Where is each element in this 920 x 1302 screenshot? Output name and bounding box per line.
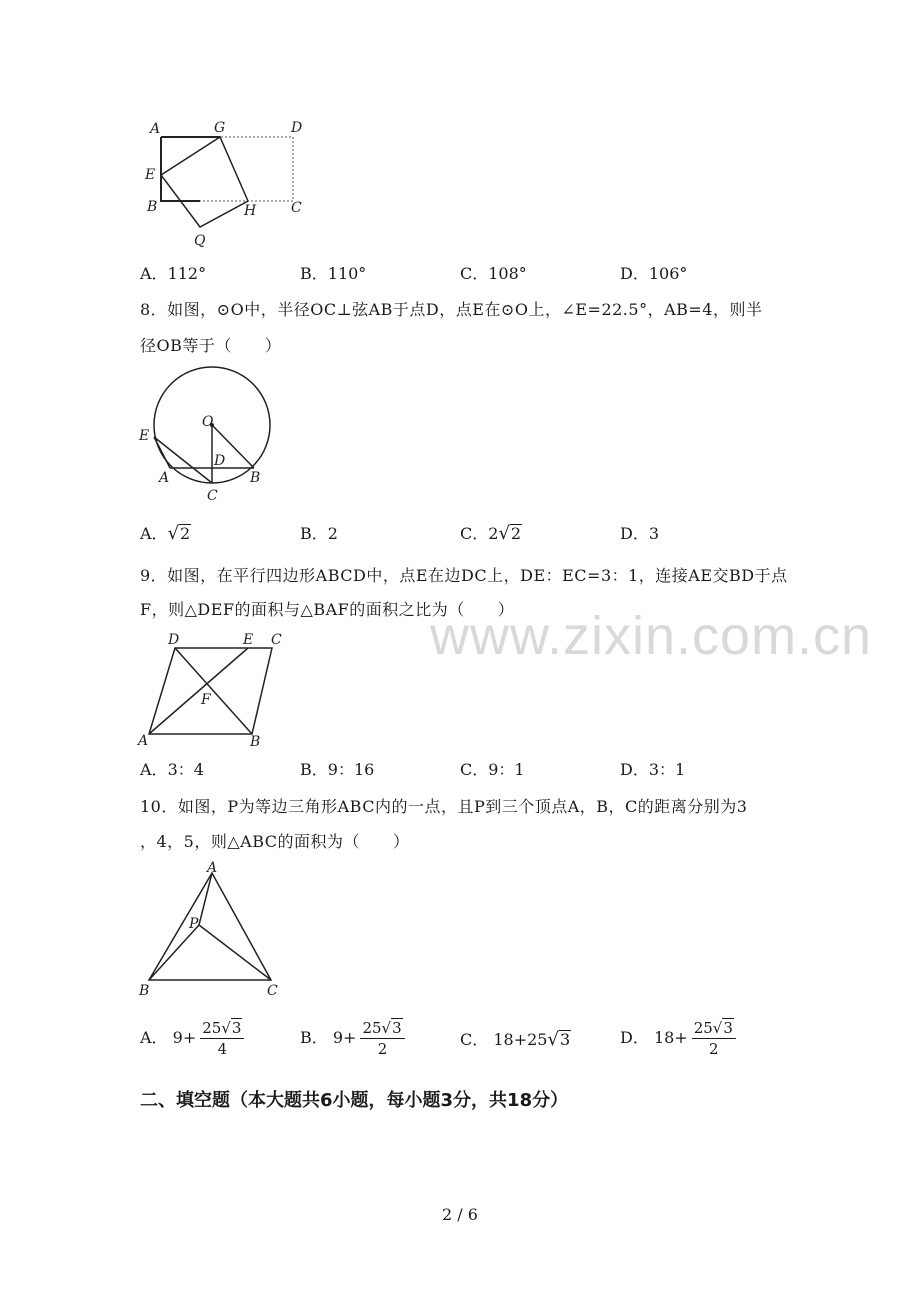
q10-option-a-den: 4 — [217, 1040, 228, 1058]
q8-option-b-text: 2 — [327, 524, 338, 543]
q7-label-c: C — [291, 200, 302, 216]
q10-option-c — [460, 1029, 571, 1051]
section-heading: 二、填空题（本大题共6小题，每小题3分，共18分） — [140, 1090, 569, 1111]
q10-option-a-int: 9 — [172, 1028, 183, 1047]
q10-option-d — [620, 1018, 736, 1059]
q8-option-d-text: 3 — [648, 524, 660, 543]
q7-label-b: B — [147, 199, 158, 215]
q7-option-d-text: 106° — [648, 264, 688, 283]
q10-option-d-plus: + — [674, 1028, 688, 1047]
q9-text-line1: 9．如图，在平行四边形ABCD中，点E在边DC上，DE：EC=3：1，连接AE交BD于点 — [140, 566, 788, 585]
sqrt-sign-icon: √ — [547, 1029, 559, 1050]
q10-option-b-den: 2 — [377, 1040, 388, 1058]
q9-option-b-letter: B． — [300, 760, 328, 779]
q10-option-d-int: 18 — [653, 1028, 675, 1047]
q7-option-b — [300, 263, 366, 285]
q10-figure — [135, 858, 290, 1003]
watermark: www.zixin.com.cn — [430, 606, 873, 666]
q8-option-a-letter: A． — [140, 524, 168, 543]
q7-option-b-letter: B． — [300, 264, 328, 283]
q10-label-a: A — [207, 860, 218, 876]
q10-label-p: P — [189, 916, 199, 932]
q10-option-b-fraction — [360, 1018, 404, 1059]
q8-label-b: B — [250, 470, 261, 486]
fraction-numerator — [360, 1018, 404, 1039]
q10-option-b-radicand: 3 — [392, 1019, 402, 1037]
sqrt-sign-icon: √ — [381, 1019, 392, 1037]
q9-option-c-letter: C． — [460, 760, 489, 779]
q8-option-d-letter: D． — [620, 524, 649, 543]
q7-option-a-text: 112° — [167, 264, 207, 283]
q10-option-d-radicand: 3 — [723, 1019, 733, 1037]
q10-option-a — [140, 1018, 244, 1059]
q10-option-a-letter: A． — [140, 1028, 168, 1047]
q9-label-f: F — [201, 692, 211, 708]
q9-label-a: A — [138, 733, 149, 749]
q7-option-d-letter: D． — [620, 264, 649, 283]
q8-option-a — [140, 523, 191, 545]
q7-option-d — [620, 263, 687, 285]
q8-option-d — [620, 523, 659, 545]
q8-option-c-coef: 2 — [488, 524, 499, 543]
q7-label-d: D — [291, 120, 303, 136]
q10-label-b: B — [139, 983, 150, 999]
q8-option-a-radicand: 2 — [180, 524, 191, 543]
q10-option-d-den: 2 — [709, 1040, 719, 1058]
q10-option-d-coef: 25 — [693, 1019, 713, 1037]
q10-option-b-plus: + — [343, 1028, 357, 1047]
fraction-numerator — [692, 1018, 736, 1039]
q9-label-b: B — [250, 734, 261, 750]
q9-option-d — [620, 759, 685, 781]
q7-label-q: Q — [194, 233, 206, 249]
q8-option-c-radicand: 2 — [510, 524, 522, 543]
q10-option-a-coef: 25 — [202, 1019, 222, 1037]
fraction-numerator — [200, 1018, 244, 1039]
q7-option-b-text: 110° — [327, 264, 367, 283]
q9-option-d-letter: D． — [620, 760, 649, 779]
q9-option-b — [300, 759, 374, 781]
q10-option-d-letter: D． — [620, 1028, 649, 1047]
q8-label-e: E — [139, 428, 150, 444]
q8-option-c-letter: C． — [460, 524, 489, 543]
q9-option-d-text: 3：1 — [648, 760, 686, 779]
q7-label-g: G — [214, 120, 226, 136]
q7-option-c — [460, 263, 527, 285]
q10-option-b-int: 9 — [332, 1028, 344, 1047]
q8-option-c — [460, 523, 522, 545]
q7-option-a — [140, 263, 206, 285]
q10-option-b-coef: 25 — [362, 1019, 382, 1037]
q9-label-c: C — [271, 632, 282, 648]
q7-label-a: A — [150, 121, 161, 137]
q7-label-e: E — [145, 167, 156, 183]
q10-option-d-fraction — [692, 1018, 736, 1059]
q9-text-line2: F，则△DEF的面积与△BAF的面积之比为（ ） — [140, 600, 515, 619]
q8-text-line2: 径OB等于（ ） — [140, 336, 282, 355]
q7-option-c-text: 108° — [488, 264, 527, 283]
q7-option-a-letter: A． — [140, 264, 168, 283]
q9-option-a-letter: A． — [140, 760, 168, 779]
q8-label-d: D — [214, 453, 226, 469]
page-number: 2 / 6 — [442, 1205, 478, 1224]
q8-label-a: A — [159, 470, 170, 486]
q10-label-c: C — [267, 983, 278, 999]
q10-option-c-int: 18 — [493, 1030, 514, 1049]
q10-option-c-coef: 25 — [527, 1030, 548, 1049]
q8-label-o: O — [202, 414, 214, 430]
q10-text-line1: 10．如图，P为等边三角形ABC内的一点，且P到三个顶点A，B，C的距离分别为3 — [140, 797, 748, 816]
sqrt-sign-icon: √ — [712, 1019, 723, 1037]
q9-option-a-text: 3：4 — [167, 760, 204, 779]
q9-option-c — [460, 759, 525, 781]
q8-label-c: C — [207, 488, 218, 504]
sqrt-sign-icon: √ — [221, 1019, 231, 1037]
sqrt-sign-icon: √ — [167, 523, 180, 544]
q9-label-e: E — [243, 632, 254, 648]
q10-option-c-letter: C． — [460, 1030, 489, 1049]
q9-figure — [135, 628, 295, 753]
q10-text-line2: ，4，5，则△ABC的面积为（ ） — [140, 832, 410, 851]
q10-option-c-plus: + — [513, 1030, 528, 1049]
q7-label-h: H — [244, 203, 257, 219]
q9-option-c-text: 9：1 — [488, 760, 525, 779]
q10-option-a-fraction — [200, 1018, 244, 1059]
q9-label-d: D — [168, 632, 180, 648]
q10-option-b — [300, 1018, 405, 1059]
q10-option-a-radicand: 3 — [231, 1019, 242, 1037]
q10-option-a-plus: + — [182, 1028, 197, 1047]
q10-option-b-letter: B． — [300, 1028, 328, 1047]
sqrt-sign-icon: √ — [498, 523, 510, 544]
q8-option-b-letter: B． — [300, 524, 328, 543]
q9-option-a — [140, 759, 204, 781]
q8-option-b — [300, 523, 338, 545]
q7-option-c-letter: C． — [460, 264, 489, 283]
q9-option-b-text: 9：16 — [327, 760, 375, 779]
q7-figure — [140, 115, 320, 250]
q8-figure — [135, 350, 280, 510]
q8-text-line1: 8．如图，⊙O中，半径OC⊥弦AB于点D，点E在⊙O上，∠E=22.5°，AB=4，则半 — [140, 300, 763, 319]
q10-option-c-radicand: 3 — [559, 1030, 571, 1049]
